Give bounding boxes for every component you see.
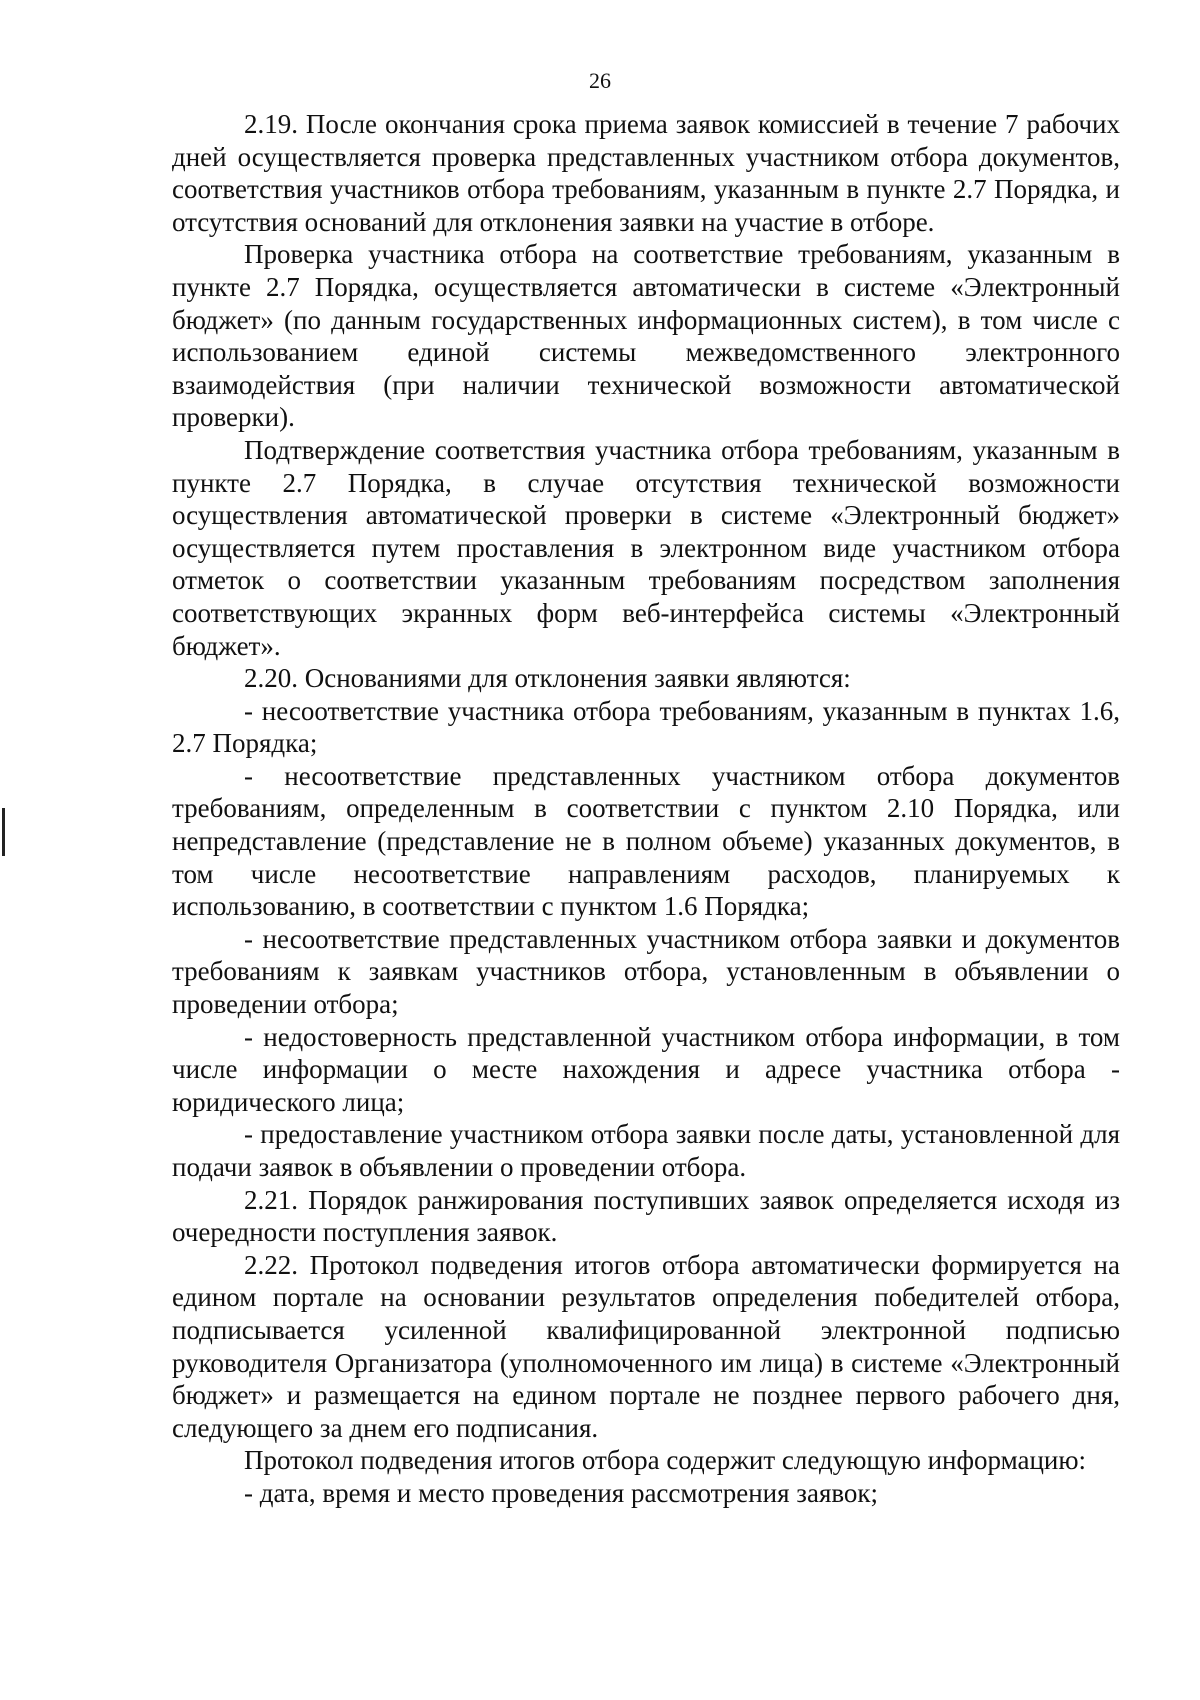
paragraph-2-19: 2.19. После окончания срока приема заявок комиссией в течение 7 рабочих дней осуществляется проверка представленных участником отбора документов, соответствия участников отбора требованиям, указанным в пункте 2.7 Порядка, и отсутствия оснований для отклонения заявки на участие в отборе. (172, 109, 1120, 237)
paragraph-2-21: 2.21. Порядок ранжирования поступивших заявок определяется исходя из очередности поступления заявок. (172, 1184, 1120, 1248)
list-item-rejection-4: - недостоверность представленной участником отбора информации, в том числе информации о месте нахождения и адресе участника отбора - юридического лица; (172, 1021, 1120, 1117)
document-body (172, 108, 1120, 1510)
paragraph-confirmation: Подтверждение соответствия участника отбора требованиям, указанным в пункте 2.7 Порядка, в случае отсутствия технической возможности осуществления автоматической проверки в системе «Электронный бюджет» осуществляется путем проставления в электронном виде участником отбора отметок о соответствии указанным требованиям посредством заполнения соответствующих экранных форм веб-интерфейса системы «Электронный бюджет». (172, 434, 1120, 661)
list-item-rejection-1: - несоответствие участника отбора требованиям, указанным в пунктах 1.6, 2.7 Порядка; (172, 695, 1120, 759)
list-item-rejection-2: - несоответствие представленных участником отбора документов требованиям, определенным в соответствии с пунктом 2.10 Порядка, или непредставление (представление не в полном объеме) указанных документов, в том числе несоответствие направлениям расходов, планируемых к использованию, в соответствии с пунктом 1.6 Порядка; (172, 760, 1120, 922)
list-item-rejection-3: - несоответствие представленных участником отбора заявки и документов требованиям к заявкам участников отбора, установленным в объявлении о проведении отбора; (172, 923, 1120, 1020)
paragraph-2-22: 2.22. Протокол подведения итогов отбора автоматически формируется на едином портале на основании результатов определения победителей отбора, подписывается усиленной квалифицированной электронной подписью руководителя Организатора (уполномоченного им лица) в системе «Электронный бюджет» и размещается на едином портале не позднее первого рабочего дня, следующего за днем его подписания. (172, 1249, 1120, 1443)
list-item-rejection-5: - предоставление участником отбора заявки после даты, установленной для подачи заявок в объявлении о проведении отбора. (172, 1119, 1120, 1182)
list-item-protocol-1: - дата, время и место проведения рассмотрения заявок; (244, 1477, 879, 1508)
paragraph-2-20: 2.20. Основаниями для отклонения заявки являются: (244, 663, 851, 694)
paragraph-protocol-contents: Протокол подведения итогов отбора содержит следующую информацию: (244, 1445, 1087, 1476)
paragraph-automatic-check: Проверка участника отбора на соответствие требованиям, указанным в пункте 2.7 Порядка, осуществляется автоматически в системе «Электронный бюджет» (по данным государственных информационных систем), в том числе с использованием единой системы межведомственного электронного взаимодействия (при наличии технической возможности автоматической проверки). (172, 239, 1120, 433)
scan-margin-mark (2, 808, 5, 856)
page-number: 26 (589, 68, 611, 93)
